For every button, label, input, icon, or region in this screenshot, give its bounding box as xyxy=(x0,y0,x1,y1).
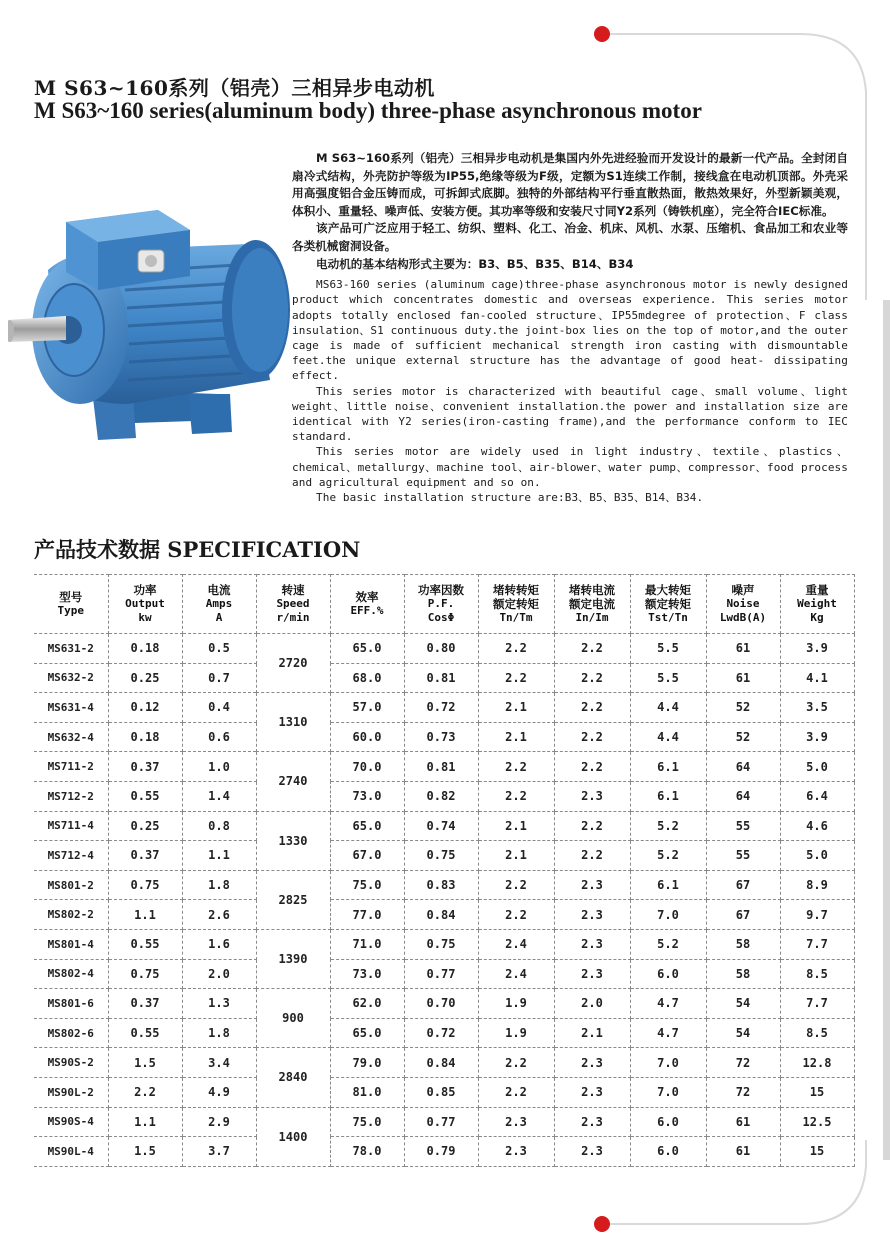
spec-cell: 0.75 xyxy=(108,870,182,900)
spec-cell-model: MS632-4 xyxy=(34,722,108,752)
spec-cell: 0.77 xyxy=(404,959,478,989)
spec-cell-model: MS90S-2 xyxy=(34,1048,108,1078)
spec-cell: 72 xyxy=(706,1077,780,1107)
spec-cell: 0.25 xyxy=(108,663,182,693)
spec-cell-model: MS90S-4 xyxy=(34,1107,108,1137)
spec-cell: 78.0 xyxy=(330,1137,404,1167)
spec-cell: 2.2 xyxy=(478,1048,554,1078)
spec-header-en: Noise xyxy=(726,597,760,610)
spec-cell: 6.1 xyxy=(630,752,706,782)
spec-cell-model: MS632-2 xyxy=(34,663,108,693)
spec-cell: 0.75 xyxy=(108,959,182,989)
spec-cell: 2.1 xyxy=(478,693,554,723)
spec-cell: 3.7 xyxy=(182,1137,256,1167)
spec-cell-speed: 1390 xyxy=(256,929,330,988)
spec-cell: 8.5 xyxy=(780,1018,854,1048)
spec-cell: 2.2 xyxy=(478,781,554,811)
spec-cell: 1.5 xyxy=(108,1137,182,1167)
spec-cell: 3.9 xyxy=(780,722,854,752)
spec-cell-model: MS802-6 xyxy=(34,1018,108,1048)
spec-cell: 64 xyxy=(706,781,780,811)
spec-cell: 2.3 xyxy=(554,781,630,811)
title-english: M S63~160 series(aluminum body) three-phase asynchronous motor xyxy=(34,98,702,123)
spec-title: 产品技术数据 SPECIFICATION xyxy=(34,537,361,562)
spec-cell: 2.3 xyxy=(478,1137,554,1167)
title-chinese: M S63~160系列（铝壳）三相异步电动机 xyxy=(34,76,435,100)
spec-cell: 0.77 xyxy=(404,1107,478,1137)
spec-cell: 2.3 xyxy=(554,870,630,900)
spec-cell: 62.0 xyxy=(330,989,404,1019)
spec-cell-model: MS711-4 xyxy=(34,811,108,841)
spec-cell-speed: 2740 xyxy=(256,752,330,811)
spec-cell-speed: 900 xyxy=(256,989,330,1048)
spec-cell: 0.55 xyxy=(108,929,182,959)
spec-cell: 2.2 xyxy=(478,752,554,782)
spec-cell-speed: 1400 xyxy=(256,1107,330,1166)
table-row xyxy=(34,1018,854,1048)
spec-header-en: Type xyxy=(57,604,84,617)
spec-cell: 2.2 xyxy=(554,811,630,841)
spec-cell: 1.6 xyxy=(182,929,256,959)
spec-cell: 61 xyxy=(706,1137,780,1167)
desc-cn-paragraph-1: M S63~160系列（铝壳）三相异步电动机是集国内外先进经验而开发设计的最新一代产品。全封闭自扇冷式结构，外壳防护等级为IP55,绝缘等级为F级，定额为S1连续工作制，接线盒在电动机顶部。外壳采用高强度铝合金压铸而成，可拆卸式底脚。独特的外部结构平行垂直散热面，散热效果好，外型新颖美观，体积小、重量轻、噪声低、安装方便。其功率等级和安装尺寸同Y2系列（铸铁机座），完全符合IEC标准。 xyxy=(292,151,848,218)
spec-cell: 65.0 xyxy=(330,1018,404,1048)
spec-cell: 0.84 xyxy=(404,1048,478,1078)
spec-cell: 81.0 xyxy=(330,1077,404,1107)
description xyxy=(292,150,848,505)
table-row xyxy=(34,1107,854,1137)
spec-cell: 4.4 xyxy=(630,693,706,723)
spec-cell-model: MS801-2 xyxy=(34,870,108,900)
spec-cell: 0.75 xyxy=(404,929,478,959)
spec-header-cell xyxy=(706,575,780,634)
desc-en-paragraph-2: This series motor is characterized with beautiful cage、small volume、light weight、little noise、convenient installation.the power and installation size are identical with Y2 series(iron-casting frame),and the performance conform to IEC standard. xyxy=(292,384,848,444)
spec-cell: 1.3 xyxy=(182,989,256,1019)
spec-cell: 57.0 xyxy=(330,693,404,723)
spec-cell: 5.2 xyxy=(630,811,706,841)
spec-cell: 2.4 xyxy=(478,959,554,989)
spec-cell: 2.0 xyxy=(554,989,630,1019)
spec-cell: 2.3 xyxy=(554,959,630,989)
spec-header-en2: kw xyxy=(138,611,152,624)
spec-cell: 1.1 xyxy=(108,1107,182,1137)
spec-cell: 1.9 xyxy=(478,1018,554,1048)
spec-cell: 61 xyxy=(706,634,780,664)
spec-cell: 15 xyxy=(780,1077,854,1107)
spec-cell: 2.1 xyxy=(478,841,554,871)
spec-cell: 0.70 xyxy=(404,989,478,1019)
spec-cell: 2.2 xyxy=(478,870,554,900)
spec-header-en: 额定转矩 xyxy=(645,597,691,611)
spec-cell: 2.1 xyxy=(478,811,554,841)
spec-cell: 0.79 xyxy=(404,1137,478,1167)
spec-cell-model: MS90L-4 xyxy=(34,1137,108,1167)
desc-en-paragraph-1: MS63-160 series (aluminum cage)three-phase asynchronous motor is newly designed product which concentrates domestic and overseas experience. This series motor adopts totally enclosed fan-cooled structure、IP55mdegree of protection、F class insulation、S1 continuous duty.the joint-box lies on the top of motor,and the outer cage is made of sufficient mechanical strength iron casting with dismountable feet.the unique external structure has the advantage of good heat- dissipating effect. xyxy=(292,278,848,383)
spec-header-en2: Tn/Tm xyxy=(499,611,533,624)
spec-cell: 1.0 xyxy=(182,752,256,782)
spec-cell: 0.74 xyxy=(404,811,478,841)
spec-cell: 64 xyxy=(706,752,780,782)
spec-cell: 4.6 xyxy=(780,811,854,841)
spec-header-en: Amps xyxy=(205,597,233,610)
spec-cell: 2.2 xyxy=(478,900,554,930)
spec-cell: 73.0 xyxy=(330,781,404,811)
spec-cell: 2.0 xyxy=(182,959,256,989)
table-row xyxy=(34,1137,854,1167)
table-row xyxy=(34,811,854,841)
spec-cell: 2.3 xyxy=(478,1107,554,1137)
spec-cell: 0.4 xyxy=(182,693,256,723)
spec-header-en: EFF.% xyxy=(350,604,384,617)
spec-cell: 0.5 xyxy=(182,634,256,664)
spec-cell: 4.1 xyxy=(780,663,854,693)
spec-cell: 2.3 xyxy=(554,1077,630,1107)
spec-cell: 1.1 xyxy=(108,900,182,930)
desc-cn-paragraph-3: 电动机的基本结构形式主要为：B3、B5、B35、B14、B34 xyxy=(316,256,634,271)
spec-cell-model: MS712-4 xyxy=(34,841,108,871)
spec-cell: 2.2 xyxy=(554,752,630,782)
spec-header-cn: 重量 xyxy=(805,583,829,597)
spec-cell-speed: 1330 xyxy=(256,811,330,870)
spec-cell: 7.0 xyxy=(630,900,706,930)
spec-cell: 0.81 xyxy=(404,663,478,693)
spec-cell: 2.1 xyxy=(478,722,554,752)
spec-cell: 61 xyxy=(706,663,780,693)
spec-cell-speed: 1310 xyxy=(256,693,330,752)
spec-cell: 0.18 xyxy=(108,634,182,664)
spec-cell: 6.1 xyxy=(630,870,706,900)
spec-cell: 7.0 xyxy=(630,1048,706,1078)
spec-cell-model: MS711-2 xyxy=(34,752,108,782)
spec-header-en: P.F. xyxy=(427,597,455,610)
spec-cell: 5.2 xyxy=(630,841,706,871)
spec-cell-model: MS801-6 xyxy=(34,989,108,1019)
spec-table-body xyxy=(34,634,854,1167)
spec-cell: 2.1 xyxy=(554,1018,630,1048)
spec-cell-speed: 2840 xyxy=(256,1048,330,1107)
spec-cell: 0.7 xyxy=(182,663,256,693)
spec-cell: 9.7 xyxy=(780,900,854,930)
spec-header-cn: 噪声 xyxy=(731,583,755,597)
spec-cell-model: MS802-4 xyxy=(34,959,108,989)
spec-header-cell xyxy=(182,575,256,634)
spec-cell: 70.0 xyxy=(330,752,404,782)
spec-header-cell xyxy=(554,575,630,634)
spec-cell: 60.0 xyxy=(330,722,404,752)
table-row xyxy=(34,929,854,959)
spec-header-cell xyxy=(404,575,478,634)
desc-en-paragraph-3: This series motor are widely used in light industry、textile、plastics、chemical、metallurgy、machine tool、air-blower、water pump、compressor、food process and agricultural equipment and so on. xyxy=(292,445,848,489)
spec-header-en: Speed xyxy=(276,597,310,610)
spec-cell: 12.5 xyxy=(780,1107,854,1137)
spec-cell: 71.0 xyxy=(330,929,404,959)
spec-cell: 7.0 xyxy=(630,1077,706,1107)
spec-cell: 2.3 xyxy=(554,929,630,959)
spec-cell: 1.8 xyxy=(182,870,256,900)
spec-header-cell xyxy=(780,575,854,634)
spec-cell: 2.2 xyxy=(478,663,554,693)
spec-cell: 1.5 xyxy=(108,1048,182,1078)
spec-cell: 68.0 xyxy=(330,663,404,693)
motor-image xyxy=(8,180,298,445)
spec-cell: 2.2 xyxy=(554,634,630,664)
spec-cell: 0.12 xyxy=(108,693,182,723)
table-row xyxy=(34,1048,854,1078)
spec-cell: 75.0 xyxy=(330,1107,404,1137)
spec-cell-model: MS802-2 xyxy=(34,900,108,930)
spec-cell: 72 xyxy=(706,1048,780,1078)
spec-cell: 7.7 xyxy=(780,989,854,1019)
table-row xyxy=(34,959,854,989)
spec-cell: 6.0 xyxy=(630,1107,706,1137)
spec-cell: 2.3 xyxy=(554,1137,630,1167)
spec-cell: 2.3 xyxy=(554,1048,630,1078)
spec-header-cn: 堵转转矩 xyxy=(493,583,539,597)
spec-cell: 0.85 xyxy=(404,1077,478,1107)
spec-header-cell xyxy=(256,575,330,634)
spec-cell: 0.75 xyxy=(404,841,478,871)
spec-header-en2: r/min xyxy=(276,611,310,624)
spec-cell: 58 xyxy=(706,959,780,989)
spec-cell: 4.4 xyxy=(630,722,706,752)
spec-cell: 2.3 xyxy=(554,900,630,930)
spec-cell: 0.73 xyxy=(404,722,478,752)
spec-cell-model: MS801-4 xyxy=(34,929,108,959)
table-row xyxy=(34,722,854,752)
spec-cell: 3.5 xyxy=(780,693,854,723)
spec-cell: 0.37 xyxy=(108,989,182,1019)
spec-cell: 6.0 xyxy=(630,959,706,989)
spec-cell: 0.55 xyxy=(108,781,182,811)
spec-cell: 0.81 xyxy=(404,752,478,782)
spec-cell: 3.4 xyxy=(182,1048,256,1078)
spec-cell: 2.6 xyxy=(182,900,256,930)
spec-table xyxy=(34,574,855,1167)
spec-header-en: 额定转矩 xyxy=(493,597,539,611)
table-row xyxy=(34,1077,854,1107)
spec-header-cn: 型号 xyxy=(59,590,83,604)
table-row xyxy=(34,752,854,782)
spec-cell: 65.0 xyxy=(330,634,404,664)
table-row xyxy=(34,781,854,811)
spec-header-cn: 效率 xyxy=(355,590,379,604)
spec-cell: 73.0 xyxy=(330,959,404,989)
table-row xyxy=(34,900,854,930)
spec-cell: 1.8 xyxy=(182,1018,256,1048)
spec-cell: 75.0 xyxy=(330,870,404,900)
spec-cell: 54 xyxy=(706,989,780,1019)
spec-header-cell xyxy=(34,575,108,634)
spec-cell: 0.6 xyxy=(182,722,256,752)
spec-cell: 3.9 xyxy=(780,634,854,664)
spec-cell: 67.0 xyxy=(330,841,404,871)
spec-header-cn: 转速 xyxy=(281,583,305,597)
spec-cell: 2.3 xyxy=(554,1107,630,1137)
spec-cell: 5.2 xyxy=(630,929,706,959)
spec-cell: 4.9 xyxy=(182,1077,256,1107)
spec-cell: 0.37 xyxy=(108,752,182,782)
spec-header-en2: A xyxy=(215,611,223,624)
table-row xyxy=(34,634,854,664)
red-dot-top xyxy=(594,26,610,42)
spec-cell: 2.2 xyxy=(554,722,630,752)
spec-cell: 0.8 xyxy=(182,811,256,841)
desc-cn-paragraph-2: 该产品可广泛应用于轻工、纺织、塑料、化工、冶金、机床、风机、水泵、压缩机、食品加工和农业等各类机械窗洞设备。 xyxy=(292,221,848,253)
spec-header-row xyxy=(34,575,854,634)
spec-header-en2: Kg xyxy=(810,611,824,624)
table-row xyxy=(34,693,854,723)
spec-cell: 5.0 xyxy=(780,841,854,871)
spec-cell-model: MS631-2 xyxy=(34,634,108,664)
spec-cell: 15 xyxy=(780,1137,854,1167)
spec-cell: 2.2 xyxy=(554,841,630,871)
spec-cell: 2.4 xyxy=(478,929,554,959)
spec-cell: 1.9 xyxy=(478,989,554,1019)
spec-header-cn: 堵转电流 xyxy=(569,583,615,597)
spec-header-en2: In/Im xyxy=(575,611,609,624)
spec-cell: 67 xyxy=(706,870,780,900)
spec-cell-model: MS631-4 xyxy=(34,693,108,723)
spec-cell: 5.5 xyxy=(630,634,706,664)
table-row xyxy=(34,989,854,1019)
spec-cell: 0.55 xyxy=(108,1018,182,1048)
spec-cell: 0.80 xyxy=(404,634,478,664)
spec-header-cn: 电流 xyxy=(207,583,231,597)
spec-header-en: Weight xyxy=(797,597,837,610)
spec-cell: 4.7 xyxy=(630,989,706,1019)
spec-header-en2: CosΦ xyxy=(427,611,455,624)
spec-cell: 2.2 xyxy=(108,1077,182,1107)
spec-header-cell xyxy=(108,575,182,634)
spec-header-cn: 功率 xyxy=(133,583,157,597)
spec-cell: 52 xyxy=(706,722,780,752)
table-row xyxy=(34,870,854,900)
spec-cell: 1.4 xyxy=(182,781,256,811)
spec-cell: 55 xyxy=(706,811,780,841)
spec-cell: 6.0 xyxy=(630,1137,706,1167)
spec-cell: 1.1 xyxy=(182,841,256,871)
spec-cell: 0.83 xyxy=(404,870,478,900)
spec-cell: 0.18 xyxy=(108,722,182,752)
spec-header-cell xyxy=(478,575,554,634)
spec-cell: 61 xyxy=(706,1107,780,1137)
spec-cell: 12.8 xyxy=(780,1048,854,1078)
spec-cell: 5.0 xyxy=(780,752,854,782)
spec-header-cell xyxy=(630,575,706,634)
spec-cell-speed: 2825 xyxy=(256,870,330,929)
spec-header-en2: Tst/Tn xyxy=(648,611,688,624)
table-row xyxy=(34,841,854,871)
spec-cell: 67 xyxy=(706,900,780,930)
spec-cell: 6.1 xyxy=(630,781,706,811)
spec-cell: 0.72 xyxy=(404,693,478,723)
spec-cell-model: MS90L-2 xyxy=(34,1077,108,1107)
spec-cell: 8.5 xyxy=(780,959,854,989)
spec-cell-model: MS712-2 xyxy=(34,781,108,811)
spec-header-cell xyxy=(330,575,404,634)
spec-cell: 0.25 xyxy=(108,811,182,841)
red-dot-bottom xyxy=(594,1216,610,1232)
spec-cell: 0.84 xyxy=(404,900,478,930)
spec-cell: 5.5 xyxy=(630,663,706,693)
spec-cell: 8.9 xyxy=(780,870,854,900)
spec-cell-speed: 2720 xyxy=(256,634,330,693)
spec-cell: 52 xyxy=(706,693,780,723)
spec-header-cn: 功率因数 xyxy=(418,583,464,597)
spec-header-en2: LwdB(A) xyxy=(719,611,767,624)
desc-en-paragraph-4: The basic installation structure are:B3、B5、B35、B14、B34. xyxy=(316,491,704,504)
spec-cell: 54 xyxy=(706,1018,780,1048)
spec-header-en: 额定电流 xyxy=(569,597,615,611)
spec-cell: 65.0 xyxy=(330,811,404,841)
spec-cell: 4.7 xyxy=(630,1018,706,1048)
spec-cell: 2.2 xyxy=(478,634,554,664)
spec-cell: 2.2 xyxy=(554,663,630,693)
spec-cell: 6.4 xyxy=(780,781,854,811)
spec-header-en: Output xyxy=(125,597,165,610)
spec-cell: 79.0 xyxy=(330,1048,404,1078)
spec-header-cn: 最大转矩 xyxy=(645,583,691,597)
spec-cell: 0.82 xyxy=(404,781,478,811)
spec-cell: 2.2 xyxy=(478,1077,554,1107)
spec-cell: 77.0 xyxy=(330,900,404,930)
spec-cell: 55 xyxy=(706,841,780,871)
table-row xyxy=(34,663,854,693)
spec-cell: 2.9 xyxy=(182,1107,256,1137)
spec-cell: 7.7 xyxy=(780,929,854,959)
spec-cell: 58 xyxy=(706,929,780,959)
spec-cell: 0.37 xyxy=(108,841,182,871)
spec-cell: 0.72 xyxy=(404,1018,478,1048)
spec-cell: 2.2 xyxy=(554,693,630,723)
